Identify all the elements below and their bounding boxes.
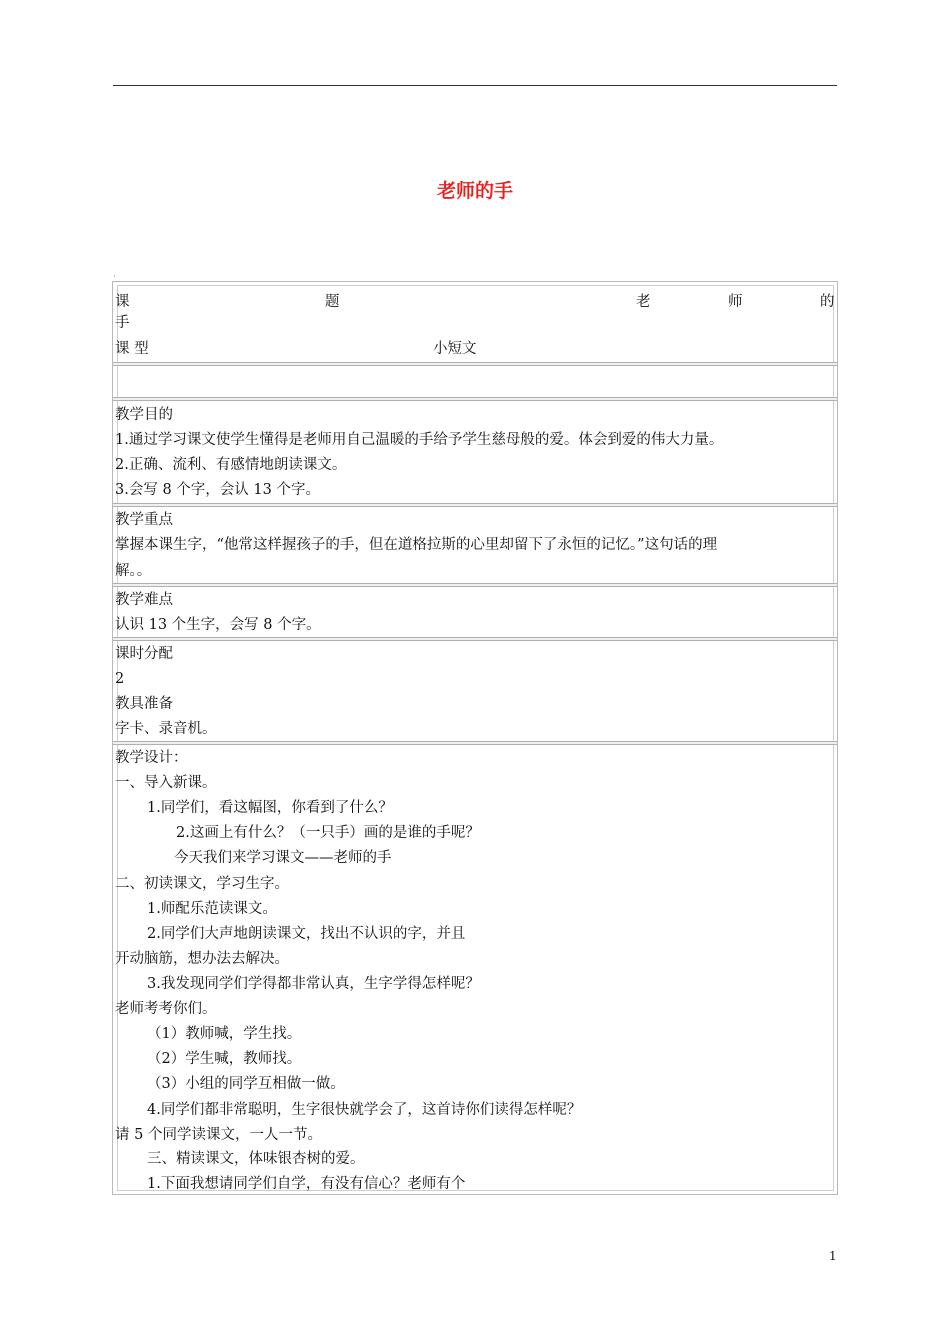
subject-value-char-3: 的	[820, 294, 835, 310]
key-points-line-2: 解。。	[115, 563, 152, 579]
subject-value-char-2: 师	[728, 294, 743, 310]
design-line: 2.这画上有什么？（一只手）画的是谁的手呢？	[176, 825, 480, 841]
subject-label-char-2: 题	[325, 294, 340, 310]
key-points-line-1: 掌握本课生字，“他常这样握孩子的手，但在道格拉斯的心里却留下了永恒的记忆。”这句话的理	[115, 537, 718, 553]
design-line: 今天我们来学习课文——老师的手	[174, 850, 392, 866]
design-line: 3.我发现同学们学得都非常认真，生字学得怎样呢？	[147, 976, 480, 992]
design-line: （1）教师喊，学生找。	[147, 1026, 302, 1042]
row-separator	[113, 397, 837, 401]
design-line: 2.同学们大声地朗读课文，找出不认识的字，并且	[147, 926, 466, 942]
subject-value-wrap: 手	[115, 315, 130, 331]
design-line: 开动脑筋，想办法去解决。	[115, 951, 289, 967]
type-label: 课 型	[115, 341, 149, 357]
key-points-heading: 教学重点	[115, 512, 173, 528]
objective-item-3: 3.会写 8 个字，会认 13 个字。	[115, 482, 320, 498]
row-separator	[113, 503, 837, 507]
row-separator	[113, 637, 837, 641]
design-line: （2）学生喊，教师找。	[147, 1051, 302, 1067]
design-line: 4.同学们都非常聪明，生字很快就学会了，这首诗你们读得怎样呢？	[147, 1102, 582, 1118]
difficulties-heading: 教学难点	[115, 592, 173, 608]
design-line: 1.下面我想请同学们自学，有没有信心？老师有个	[147, 1176, 466, 1192]
row-separator	[113, 741, 837, 745]
design-line: 1.同学们，看这幅图，你看到了什么？	[147, 800, 393, 816]
hours-value: 2	[115, 671, 125, 687]
objective-item-2: 2.正确、流利、有感情地朗读课文。	[115, 457, 347, 473]
design-line: 三、精读课文，体味银杏树的爱。	[147, 1151, 365, 1167]
corner-mark: ·	[113, 272, 116, 282]
subject-value-char-1: 老	[636, 294, 651, 310]
design-line: （3）小组的同学互相做一做。	[147, 1076, 345, 1092]
subject-label-char-1: 课	[115, 294, 130, 310]
design-line: 二、初读课文，学习生字。	[115, 876, 289, 892]
row-separator	[113, 583, 837, 587]
page-number: 1	[829, 1249, 837, 1263]
objective-item-1: 1.通过学习课文使学生懂得是老师用自己温暖的手给予学生慈母般的爱。体会到爱的伟大力量。	[115, 432, 724, 448]
design-line: 1.师配乐范读课文。	[147, 901, 277, 917]
row-separator	[113, 362, 837, 366]
type-value: 小短文	[433, 341, 477, 357]
document-title: 老师的手	[436, 180, 513, 202]
design-line: 请 5 个同学读课文，一人一节。	[115, 1127, 322, 1143]
difficulties-text: 认识 13 个生字，会写 8 个字。	[115, 617, 321, 633]
objectives-heading: 教学目的	[115, 407, 173, 423]
tools-text: 字卡、录音机。	[115, 721, 217, 737]
tools-heading: 教具准备	[115, 696, 173, 712]
design-line: 一、导入新课。	[115, 775, 217, 791]
header-rule	[113, 85, 837, 86]
design-line: 老师考考你们。	[115, 1001, 217, 1017]
design-heading: 教学设计：	[115, 750, 188, 766]
hours-heading: 课时分配	[115, 646, 173, 662]
